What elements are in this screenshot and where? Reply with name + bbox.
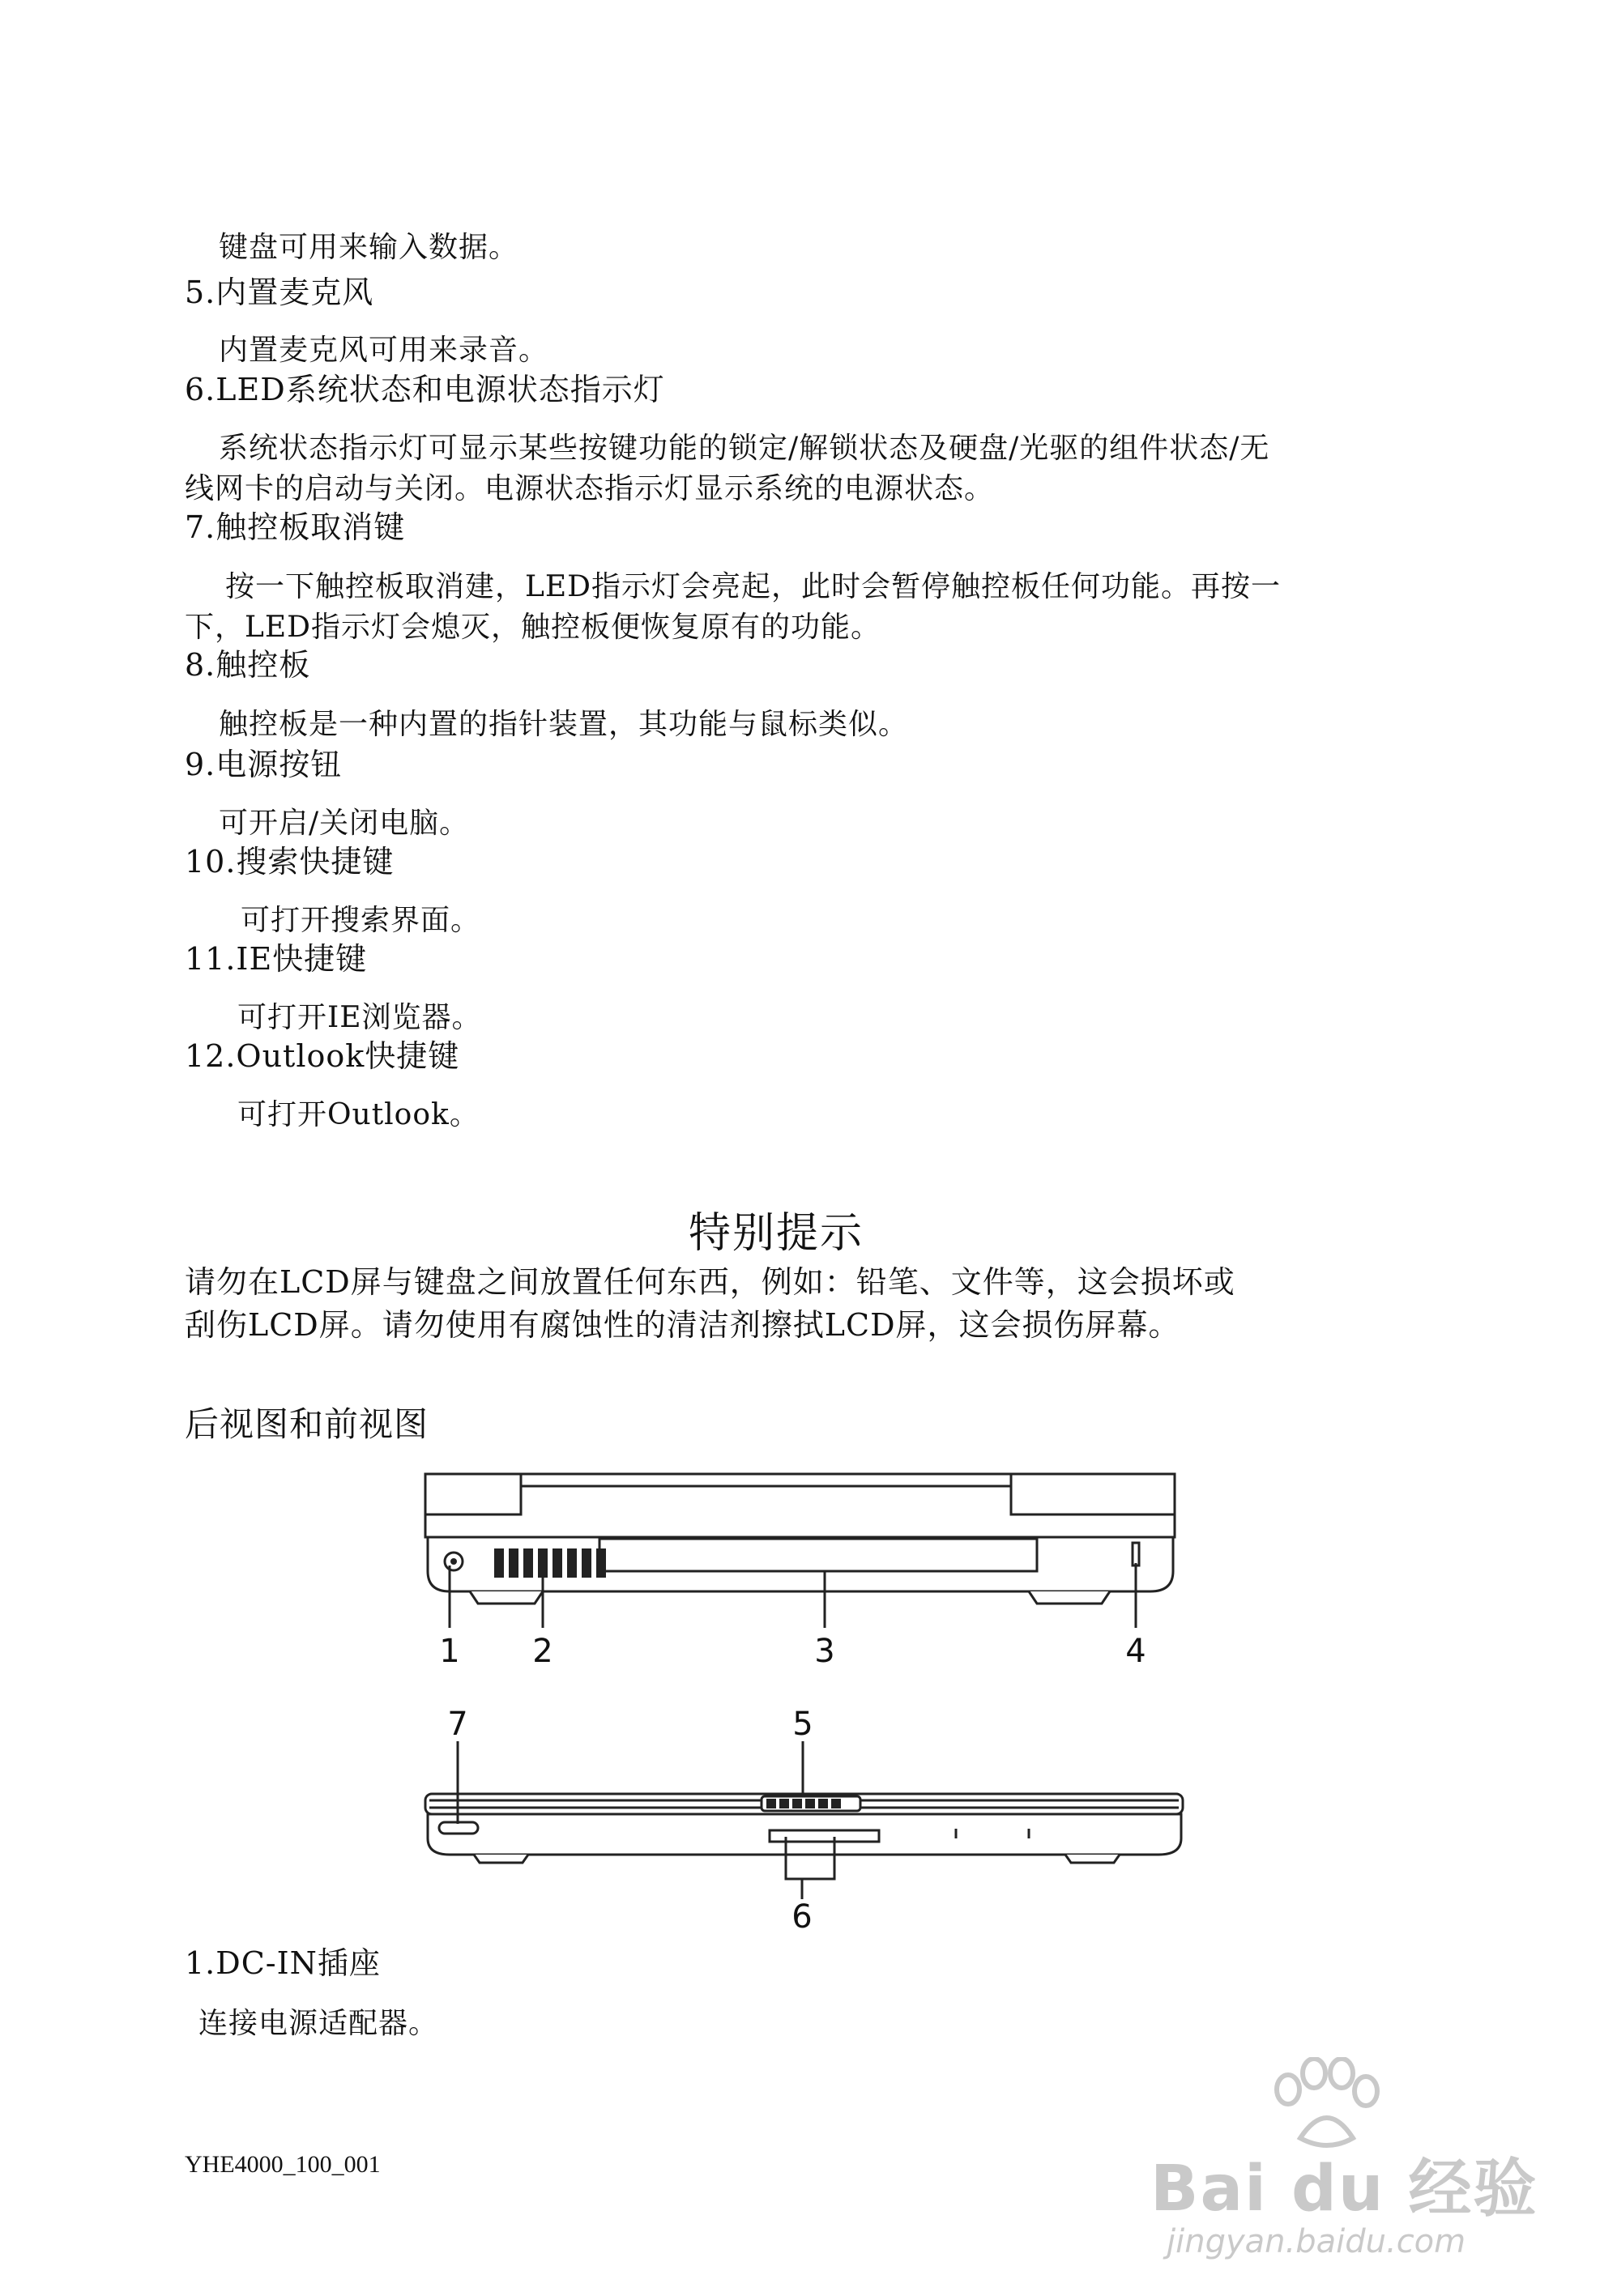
label-2: 2 — [532, 1633, 553, 1670]
text-keyboard-desc: 键盘可用来输入数据。 — [219, 231, 519, 264]
text-touchpad-desc: 触控板是一种内置的指针装置，其功能与鼠标类似。 — [219, 708, 909, 741]
heading-7-touchpad-cancel: 7.触控板取消键 — [185, 509, 406, 545]
heading-5-microphone: 5.内置麦克风 — [185, 275, 374, 310]
power-led-indicator — [439, 1822, 478, 1834]
text-led-desc-2: 线网卡的启动与关闭。电源状态指示灯显示系统的电源状态。 — [185, 472, 995, 505]
text-led-desc-1: 系统状态指示灯可显示某些按键功能的锁定/解锁状态及硬盘/光驱的组件状态/无 — [219, 432, 1270, 465]
text-dc-in-desc: 连接电源适配器。 — [198, 2007, 439, 2040]
label-4: 4 — [1125, 1633, 1146, 1670]
text-touchpad-cancel-desc-2: 下，LED指示灯会熄灭，触控板便恢复原有的功能。 — [185, 611, 881, 644]
baidu-watermark — [1150, 2057, 1555, 2268]
text-touchpad-cancel-desc-1: 按一下触控板取消建，LED指示灯会亮起，此时会暂停触控板任何功能。再按一 — [225, 570, 1282, 603]
figure-title: 后视图和前视图 — [185, 1404, 429, 1444]
watermark-logo-text: Bai du 经验 — [1150, 2153, 1538, 2226]
text-outlook-desc: 可打开Outlook。 — [237, 1098, 480, 1131]
heading-8-touchpad: 8.触控板 — [185, 647, 311, 683]
label-3: 3 — [814, 1633, 835, 1670]
lock-slot-icon — [1133, 1543, 1139, 1565]
footer-code: YHE4000_100_001 — [185, 2151, 381, 2178]
laptop-diagram — [389, 1450, 1215, 1936]
status-led-bar — [762, 1796, 860, 1811]
heading-12-outlook: 12.Outlook快捷键 — [185, 1038, 460, 1074]
rear-view — [425, 1474, 1175, 1670]
label-7: 7 — [447, 1706, 468, 1743]
label-1: 1 — [439, 1633, 460, 1670]
text-ie-desc: 可打开IE浏览器。 — [237, 1001, 482, 1034]
label-5: 5 — [792, 1706, 813, 1743]
heading-9-power: 9.电源按钮 — [185, 747, 343, 782]
notice-title: 特别提示 — [689, 1209, 864, 1258]
text-search-desc: 可打开搜索界面。 — [241, 904, 481, 937]
notice-line-2: 刮伤LCD屏。请勿使用有腐蚀性的清洁剂擦拭LCD屏，这会损伤屏幕。 — [185, 1307, 1180, 1343]
heading-11-ie: 11.IE快捷键 — [185, 941, 368, 977]
front-view — [425, 1706, 1183, 1936]
heading-10-search: 10.搜索快捷键 — [185, 844, 395, 880]
watermark-url: jingyan.baidu.com — [1167, 2223, 1466, 2260]
heading-1-dc-in: 1.DC-IN插座 — [185, 1945, 381, 1981]
heading-6-led: 6.LED系统状态和电源状态指示灯 — [185, 372, 665, 407]
text-power-desc: 可开启/关闭电脑。 — [219, 807, 470, 840]
text-microphone-desc: 内置麦克风可用来录音。 — [219, 334, 549, 367]
label-6: 6 — [791, 1898, 813, 1936]
notice-line-1: 请勿在LCD屏与键盘之间放置任何东西，例如：铅笔、文件等，这会损坏或 — [185, 1264, 1235, 1300]
